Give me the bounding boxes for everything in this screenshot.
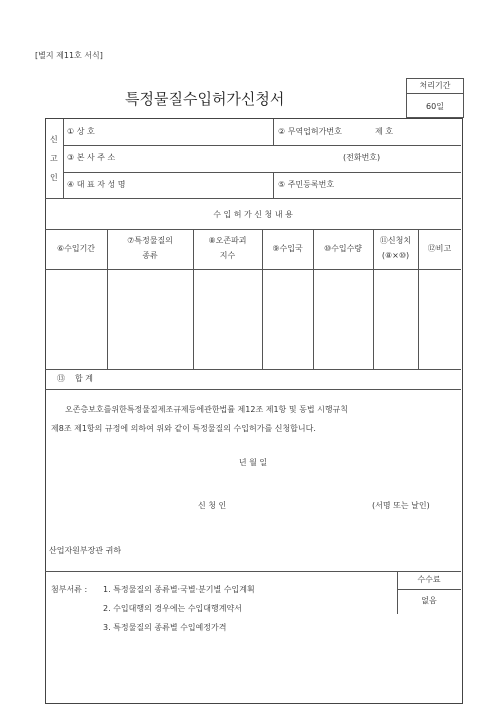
address-label: ③ 본 사 주 소: [67, 153, 116, 162]
trade-no-label: ② 무역업허가번호: [278, 127, 342, 136]
col-header-2: ⑦특정물질의: [127, 236, 173, 245]
fee-label: 수수료: [417, 575, 441, 584]
col-header-4: ⑨수입국: [272, 244, 303, 253]
processing-label: 처리기간: [419, 81, 451, 90]
col-header-6: ⑪신청치: [379, 236, 412, 245]
col-header-1: ⑥수입기간: [56, 244, 96, 253]
attachment-item-2: 2. 수입대행의 경우에는 수입대행계약서: [103, 604, 242, 613]
form-label: [별지 제11호 서식]: [35, 51, 103, 60]
col-header-2-sub: 종류: [142, 251, 158, 260]
fee-value: 없음: [421, 596, 437, 605]
signature-note: (서명 또는 날인): [372, 501, 430, 510]
form-title: 특정물질수입허가신청서: [125, 90, 285, 108]
attachment-item-1: 1. 특정물질의 종류별·국별·분기별 수입계획: [103, 585, 255, 594]
trade-no-value: 제 호: [375, 127, 393, 136]
col-header-5: ⑩수입수량: [323, 244, 363, 253]
rep-name-label: ④ 대 표 자 성 명: [67, 180, 126, 189]
col-header-3: ⑧오존파괴: [208, 236, 247, 245]
total-label: 합 계: [75, 374, 93, 383]
statement-line-1: 오존층보호를위한특정물질제조규제등에관한법률 제12조 제1항 및 동법 시행규칙: [65, 405, 349, 414]
applicant-side-1: 신: [50, 135, 58, 144]
processing-value: 60일: [426, 102, 444, 111]
attachments-title: 첨부서류 :: [51, 585, 88, 594]
content-header: 수 입 허 가 신 청 내 용: [213, 210, 293, 219]
processing-box: [406, 78, 464, 118]
total-number: ⑬: [57, 374, 65, 383]
statement-line-2: 제8조 제1항의 규정에 의하여 위와 같이 특정물질의 수입허가를 신청합니다.: [51, 424, 316, 433]
attachment-item-3: 3. 특정물질의 종류별 수입예정가격: [103, 623, 227, 632]
applicant-side-3: 인: [50, 173, 58, 182]
phone-label: (전화번호): [343, 153, 381, 162]
rrn-label: ⑤ 주민등록번호: [278, 180, 335, 189]
addressee: 산업자원부장관 귀하: [49, 546, 122, 555]
applicant-label: 신 청 인: [198, 501, 227, 510]
col-header-7: ⑫비고: [427, 244, 452, 253]
col-header-6-sub: (⑧×⑩): [381, 251, 410, 260]
company-name-label: ① 상 호: [67, 127, 95, 136]
col-header-3-sub: 지수: [219, 251, 236, 260]
application-date: 년 월 일: [238, 458, 268, 467]
applicant-side-2: 고: [50, 154, 58, 163]
